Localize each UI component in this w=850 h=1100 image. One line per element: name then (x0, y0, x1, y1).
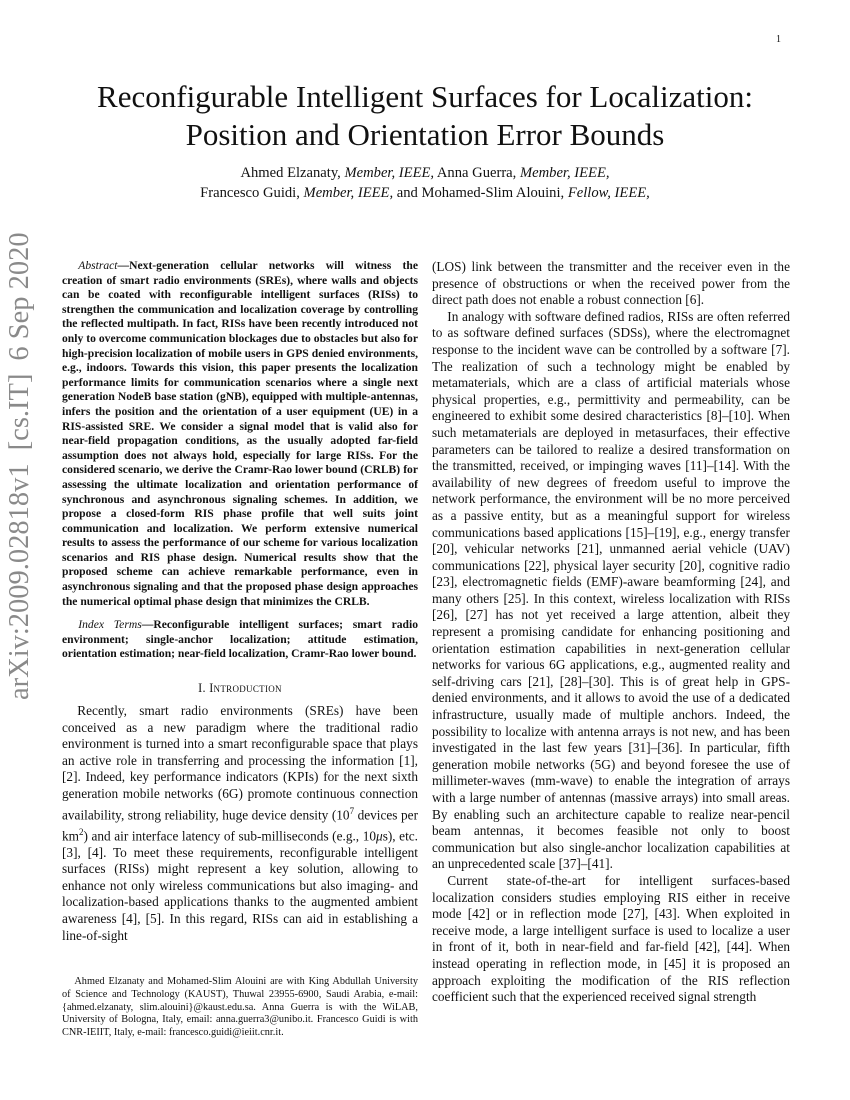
intro-text-part: Recently, smart radio environments (SREs) have been conceived as a new paradigm where the traditional radio environment is turned into a smart reconfigurable space that plays an active role in transferring and processing the information [1], [2]. Indeed, key performance indicators (KPIs) for the next sixth generation mobile networks (6G) promote continuous connection availability, strong reliability, huge device density (10 (62, 703, 418, 823)
body-paragraph: In analogy with software defined radios, RISs are often referred to as software defined surfaces (SDSs), where the electromagnet response to the incident wave can be controlled by a software [7]. The realization of such a technology might be enabled by metamaterials, which are a class of artificial materials whose physical properties, e.g., permittivity and permeability, can be engineered to exhibit some desired characteristics [8]–[10]. When such metamaterials are deployed in metasurfaces, their effective parameters can be tailored to realize a desired transformation on the transmitted, received, or impinging waves [11]–[14]. With the availability of new degrees of freedom useful to improve the network performance, the environment will be no more perceived as a passive entity, but as a meaningful support for wireless communications based applications [15]–[19], e.g., energy transfer [20], vehicular networks [21], unmanned aerial vehicle (UAV) communications [22], physical layer security [20], cognitive radio [23], electromagnetic fields (EMF)-aware beamforming [24], and many others [25]. In this context, wireless localization with RISs [26], [27] has not yet received a large attention, albeit they represent a promising candidate for enhancing positioning and orientation estimation capabilities in next-generation cellular networks for various 6G applications, e.g., augmented reality and self-driving cars [21], [28]–[30]. This is of great help in GPS-denied environments, and it allows to avoid the use of a dedicated infrastructure, usually made of multiple anchors. Indeed, the possibility to localize with antenna arrays is not new, and has been investigated in the last few years [31]–[36]. In particular, fifth generation mobile networks (5G) and beyond foresee the use of millimeter-waves (mm-wave) to enable the integration of arrays with a large number of antennas (massive arrays) into small areas. By enabling such an architecture capable to realize near-pencil beam antennas, it becomes feasible not only to boost communication but also single-anchor localization capabilities at an unprecedented scale [37]–[41]. (432, 308, 790, 872)
author-role: Member, IEEE, (303, 185, 394, 201)
right-column (432, 259, 790, 1006)
author-line-1 (40, 163, 810, 183)
arxiv-identifier-stamp (0, 200, 40, 700)
author-role: Fellow, IEEE, (567, 185, 650, 201)
author-name: Anna Guerra, (434, 165, 520, 181)
affiliation-footnote: Ahmed Elzanaty and Mohamed-Slim Alouini are with King Abdullah University of Science and Technology (KAUST), Thuwal 23955-6900, Saudi Arabia, e-mail: {ahmed.elzanaty, slim.alouini}@kaust.edu.sa. Anna Guerra is with the WiLAB, University of Bologna, Italy, email: anna.guerra3@unibo.it. Francesco Guidi is with CNR-IEIIT, Italy, e-mail: francesco.guidi@ieiit.cnr.it. (62, 976, 418, 1039)
arxiv-category: [cs.IT] (4, 373, 35, 451)
author-role: Member, IEEE, (519, 165, 610, 181)
section-title: Introduction (209, 681, 282, 696)
intro-text-part: ) and air interface latency of sub-milliseconds (e.g., 10 (83, 828, 376, 844)
abstract-label: Abstract (78, 259, 118, 272)
superscript: 7 (349, 805, 355, 816)
paper-title (40, 78, 810, 154)
arxiv-date: 6 Sep 2020 (4, 232, 35, 361)
mu-symbol: μ (376, 828, 383, 844)
abstract-text: —Next-generation cellular networks will witness the creation of smart radio environments (SREs), where walls and objects can be coated with reconfigurable intelligent surfaces (RISs) to strengthen the communication and localization coverage by controlling the reflected multipath. In fact, RISs have been recently introduced not only to overcome communication blockages due to obstacles but also for high-precision localization of mobile users in GPS denied environments, e.g., indoors. Towards this vision, this paper presents the localization performance limits for communication scenarios where a single next generation NodeB base station (gNB), equipped with multiple-antennas, infers the position and the orientation of a user equipment (UE) in a RIS-assisted SRE. We consider a signal model that is valid also for near-field propagation conditions, as the usually adopted far-field assumption does not always hold, especially for large RISs. For the considered scenario, we derive the Cramr-Rao lower bound (CRLB) for assessing the ultimate localization and orientation performance of synchronous and asynchronous signaling schemes. In addition, we propose a closed-form RIS phase profile that well suits joint communication and localization. We perform extensive numerical results to assess the performance of our scheme for various localization scenarios and RIS phase design. Numerical results show that the proposed scheme can achieve remarkable performance, even in asynchronous signaling and that the proposed phase design approaches the numerical optimal phase design that minimizes the CRLB. (62, 259, 418, 608)
intro-paragraph (62, 703, 418, 944)
section-numeral: I. (198, 681, 210, 696)
author-role: Member, IEEE, (344, 165, 435, 181)
paper-title-line-2: Position and Orientation Error Bounds (185, 117, 665, 152)
intro-text-part: devices per km (62, 807, 418, 844)
author-line-2 (40, 183, 810, 203)
paper-title-line-1: Reconfigurable Intelligent Surfaces for Localization: (97, 79, 753, 114)
author-list (40, 163, 810, 203)
author-name: Francesco Guidi, (200, 185, 304, 201)
body-paragraph: (LOS) link between the transmitter and the receiver even in the presence of obstructions or when the received power from the direct path does not enable a robust connection [6]. (432, 259, 790, 308)
superscript: 2 (79, 826, 84, 837)
left-column (62, 259, 418, 944)
body-paragraph: Current state-of-the-art for intelligent surfaces-based localization considers studies employing RIS either in receive mode [42] or in reflection mode [27], [43]. When exploited in receive mode, a large intelligent surface is used to localize a user in front of it, both in near-field and far-field [42], [44]. When instead operating in reflection mode, in [45] it is proposed an approach exploiting the modification of the RIS reflection coefficient such that the experienced received signal strength (432, 872, 790, 1005)
section-heading (62, 681, 418, 696)
author-name: and Mohamed-Slim Alouini, (393, 185, 568, 201)
index-terms-text: —Reconfigurable intelligent surfaces; smart radio environment; single-anchor localization; attitude estimation, orientation estimation; near-field localization, Cramr-Rao lower bound. (62, 618, 418, 661)
author-name: Ahmed Elzanaty, (240, 165, 345, 181)
abstract (62, 259, 418, 609)
page-number: 1 (776, 34, 781, 45)
index-terms-label: Index Terms (78, 618, 142, 632)
index-terms (62, 618, 418, 662)
arxiv-id: arXiv:2009.02818v1 (4, 463, 35, 700)
intro-text-part: s), etc. [3], [4]. To meet these requirements, reconfigurable intelligent surfaces (RISs) might represent a key solution, allowing to enhance not only wireless communications but also imaging- and localization-based applications thanks to the augmented ambient awareness [4], [5]. In this regard, RISs can aid in establishing a line-of-sight (62, 828, 419, 943)
